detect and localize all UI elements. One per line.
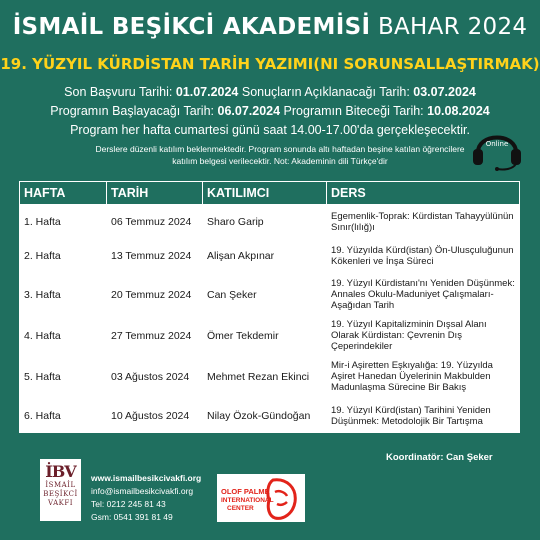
table-row bbox=[20, 239, 520, 273]
cell-date: 06 Temmuz 2024 bbox=[107, 205, 203, 239]
results-value: 03.07.2024 bbox=[413, 85, 476, 99]
attendance-note: Derslere düzenli katılım beklenmektedir. Program sonunda altı haftadan beşine katılan öğrencilere katılım belgesi verilecektir. Not: Akademinin dili Türkçe'dir bbox=[95, 144, 465, 166]
foundation-logo bbox=[40, 459, 81, 521]
cell-participant: Mehmet Rezan Ekinci bbox=[203, 355, 327, 399]
partner-line-2: INTERNATIONAL bbox=[221, 497, 274, 504]
end-value: 10.08.2024 bbox=[427, 104, 490, 118]
start-label: Programın Başlayacağı Tarih: bbox=[50, 104, 215, 118]
table-row bbox=[20, 399, 520, 433]
cell-participant: Can Şeker bbox=[203, 273, 327, 317]
logo-monogram: İBV bbox=[45, 462, 76, 481]
cell-lecture: 19. Yüzyıl Kapitalizminin Dışsal Alanı Olarak Kürdistan: Çevrenin Dış Çeperindekiler bbox=[327, 317, 520, 355]
cell-date: 03 Ağustos 2024 bbox=[107, 355, 203, 399]
gsm-text: Gsm: 0541 391 81 49 bbox=[91, 512, 173, 522]
cell-week: 6. Hafta bbox=[20, 399, 107, 433]
info-line-dates-2 bbox=[0, 104, 540, 118]
phone-text: Tel: 0212 245 81 43 bbox=[91, 499, 166, 509]
table-row bbox=[20, 205, 520, 239]
cell-date: 27 Temmuz 2024 bbox=[107, 317, 203, 355]
table-row bbox=[20, 355, 520, 399]
cell-date: 10 Ağustos 2024 bbox=[107, 399, 203, 433]
header-participant: KATILIMCI bbox=[203, 182, 327, 205]
cell-participant: Nilay Özok-Gündoğan bbox=[203, 399, 327, 433]
headset-label: Online bbox=[485, 140, 509, 148]
page-subtitle: 19. YÜZYIL KÜRDİSTAN TARİH YAZIMI(NI SORUNSALLAŞTIRMAK) bbox=[0, 55, 540, 73]
header-date: TARİH bbox=[107, 182, 203, 205]
cell-week: 5. Hafta bbox=[20, 355, 107, 399]
deadline-value: 01.07.2024 bbox=[175, 85, 239, 99]
cell-participant: Sharo Garip bbox=[203, 205, 327, 239]
cell-date: 13 Temmuz 2024 bbox=[107, 239, 203, 273]
contact-block bbox=[91, 472, 201, 524]
page-title bbox=[0, 14, 540, 40]
results-label: Sonuçların Açıklanacağı Tarih: bbox=[241, 85, 410, 99]
cell-participant: Alişan Akpınar bbox=[203, 239, 327, 273]
website-link[interactable]: www.ismailbesikcivakfi.org bbox=[91, 473, 202, 483]
coordinator-label: Koordinatör: Can Şeker bbox=[386, 452, 493, 463]
partner-line-1: OLOF PALME bbox=[221, 487, 270, 496]
partner-line-3: CENTER bbox=[227, 505, 254, 512]
end-label: Programın Biteceği Tarih: bbox=[283, 104, 424, 118]
schedule-line: Program her hafta cumartesi günü saat 14.00-17.00'da gerçekleşecektir. bbox=[70, 123, 470, 137]
logo-line-2: BEŞİKCİ bbox=[43, 490, 78, 498]
schedule-table bbox=[19, 181, 520, 433]
table-row bbox=[20, 317, 520, 355]
cell-week: 3. Hafta bbox=[20, 273, 107, 317]
cell-lecture: 19. Yüzyıl Kürdistanı'nı Yeniden Düşünmek: Annales Okulu-Maduniyet Çalışmaları-Aşağıdan Tarih bbox=[327, 273, 520, 317]
logo-line-1: İSMAİL bbox=[45, 481, 76, 489]
deadline-label: Son Başvuru Tarihi: bbox=[64, 85, 173, 99]
header-lecture: DERS bbox=[327, 182, 520, 205]
cell-lecture: Mir-i Aşiretten Eşkıyalığa: 19. Yüzyılda Aşiret Hanedan Üyelerinin Makbulden Madunlaşma Sürecine Bir Bakış bbox=[327, 355, 520, 399]
cell-date: 20 Temmuz 2024 bbox=[107, 273, 203, 317]
cell-week: 4. Hafta bbox=[20, 317, 107, 355]
start-value: 06.07.2024 bbox=[217, 104, 281, 118]
table-row bbox=[20, 273, 520, 317]
title-bold: İSMAİL BEŞİKCİ AKADEMİSİ bbox=[12, 14, 371, 40]
headset-icon bbox=[468, 120, 526, 172]
table-header-row bbox=[20, 182, 520, 205]
cell-lecture: 19. Yüzyılda Kürd(istan) Ön-Ulusçuluğunun Kökenleri ve İnşa Süreci bbox=[327, 239, 520, 273]
info-line-dates-1 bbox=[0, 85, 540, 99]
email-link[interactable]: info@ismailbesikcivakfi.org bbox=[91, 486, 194, 496]
cell-lecture: Egemenlik-Toprak: Kürdistan Tahayyülünün Sınır(lılığ)ı bbox=[327, 205, 520, 239]
cell-participant: Ömer Tekdemir bbox=[203, 317, 327, 355]
cell-week: 1. Hafta bbox=[20, 205, 107, 239]
title-light: BAHAR 2024 bbox=[377, 14, 528, 40]
header-week: HAFTA bbox=[20, 182, 107, 205]
cell-week: 2. Hafta bbox=[20, 239, 107, 273]
cell-lecture: 19. Yüzyıl Kürd(istan) Tarihini Yeniden Düşünmek: Metodolojik Bir Tartışma bbox=[327, 399, 520, 433]
logo-line-3: VAKFI bbox=[48, 499, 73, 507]
olof-palme-logo bbox=[217, 474, 305, 522]
